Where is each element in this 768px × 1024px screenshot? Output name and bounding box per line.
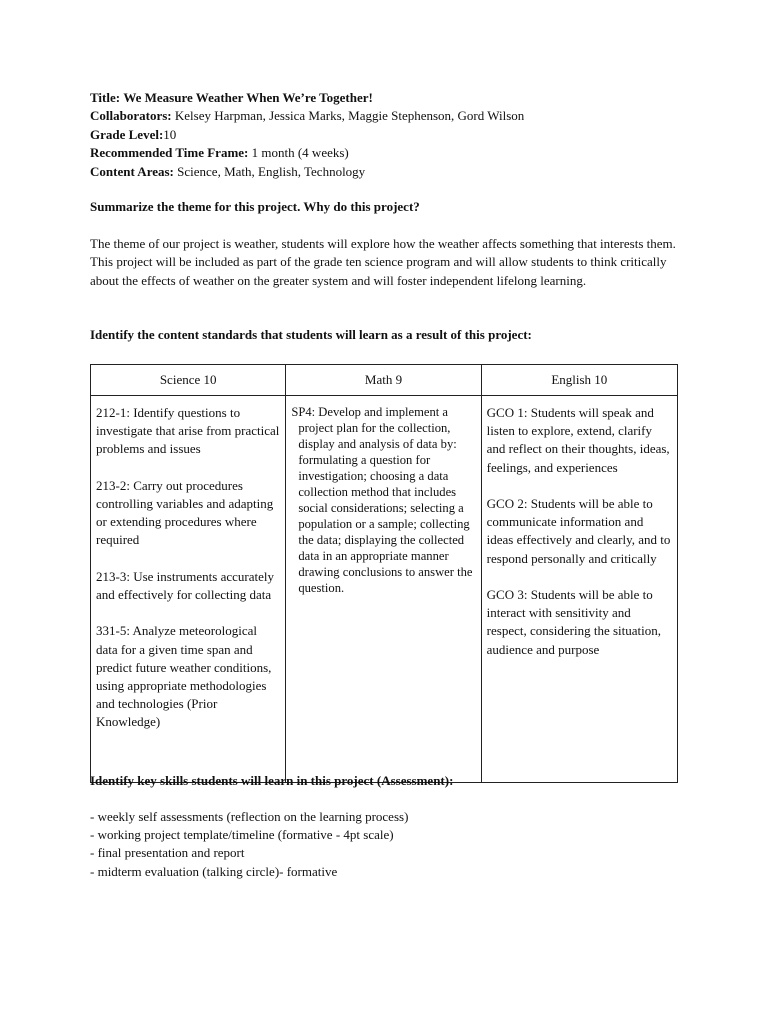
header-math: Math 9 bbox=[286, 365, 481, 396]
content-areas-line bbox=[90, 163, 524, 181]
theme-question: Summarize the theme for this project. Why do this project? bbox=[90, 199, 420, 214]
list-item: - weekly self assessments (reflection on the learning process) bbox=[90, 809, 409, 824]
theme-paragraph: The theme of our project is weather, students will explore how the weather affects something that interests them. This project will be included as part of the grade ten science program and will allow students to think critically about the effects of weather on the greater system and will foster independent lifelong learning. bbox=[90, 236, 676, 288]
title-line bbox=[90, 89, 524, 107]
english-standard: GCO 2: Students will be able to communicate information and ideas effectively and clearly, and to respond personally and critically bbox=[486, 496, 671, 566]
grade-label: Grade Level: bbox=[90, 126, 164, 142]
collaborators-value: Kelsey Harpman, Jessica Marks, Maggie Stephenson, Gord Wilson bbox=[171, 108, 525, 124]
science-standard: 213-2: Carry out procedures controlling variables and adapting or extending procedures where required bbox=[96, 477, 274, 548]
english-cell bbox=[481, 396, 677, 783]
collaborators-label: Collaborators: bbox=[90, 108, 172, 124]
title-label: Title: bbox=[90, 90, 121, 105]
list-item: - midterm evaluation (talking circle)- formative bbox=[90, 863, 338, 879]
math-standard: SP4: Develop and implement a project plan for the collection, display and analysis of data by: formulating a question for investigation; choosing a data collection method that includes social considerations; selecting a population or a sample; collecting the data; displaying the collected data in an appropriate manner drawing conclusions to answer the question. bbox=[291, 405, 473, 595]
table-header-row bbox=[91, 365, 678, 396]
list-item: - working project template/timeline (formative - 4pt scale) bbox=[90, 827, 394, 843]
skills-list bbox=[90, 808, 408, 881]
project-header bbox=[90, 89, 524, 181]
science-standard: 212-1: Identify questions to investigate that arise from practical problems and issues bbox=[96, 405, 280, 457]
time-frame-value: 1 month (4 weeks) bbox=[248, 145, 349, 161]
list-item: - final presentation and report bbox=[90, 845, 245, 861]
header-english: English 10 bbox=[481, 365, 677, 396]
time-frame-line bbox=[90, 144, 524, 162]
english-standard: GCO 1: Students will speak and listen to explore, extend, clarify and reflect on their thoughts, ideas, feelings, and experiences bbox=[486, 405, 670, 475]
grade-line bbox=[90, 126, 524, 144]
science-standard: 331-5: Analyze meteorological data for a given time span and predict future weather conditions, using appropriate methodologies and technologies (Prior Knowledge) bbox=[96, 623, 272, 730]
english-standard: GCO 3: Students will be able to interact with sensitivity and respect, considering the situation, audience and purpose bbox=[486, 587, 662, 657]
time-frame-label: Recommended Time Frame: bbox=[90, 145, 249, 161]
science-cell bbox=[91, 396, 286, 783]
content-standards-table bbox=[90, 364, 678, 783]
math-cell bbox=[286, 396, 481, 783]
table-row bbox=[91, 396, 678, 783]
content-areas-value: Science, Math, English, Technology bbox=[173, 163, 366, 179]
standards-question: Identify the content standards that students will learn as a result of this project: bbox=[90, 327, 532, 342]
skills-question: Identify key skills students will learn in this project (Assessment): bbox=[90, 773, 454, 788]
header-science: Science 10 bbox=[91, 365, 286, 396]
content-areas-label: Content Areas: bbox=[90, 163, 174, 179]
title-value: We Measure Weather When We’re Together! bbox=[123, 90, 373, 105]
science-standard: 213-3: Use instruments accurately and effectively for collecting data bbox=[96, 568, 274, 602]
grade-value: 10 bbox=[163, 126, 177, 142]
collaborators-line bbox=[90, 107, 524, 125]
